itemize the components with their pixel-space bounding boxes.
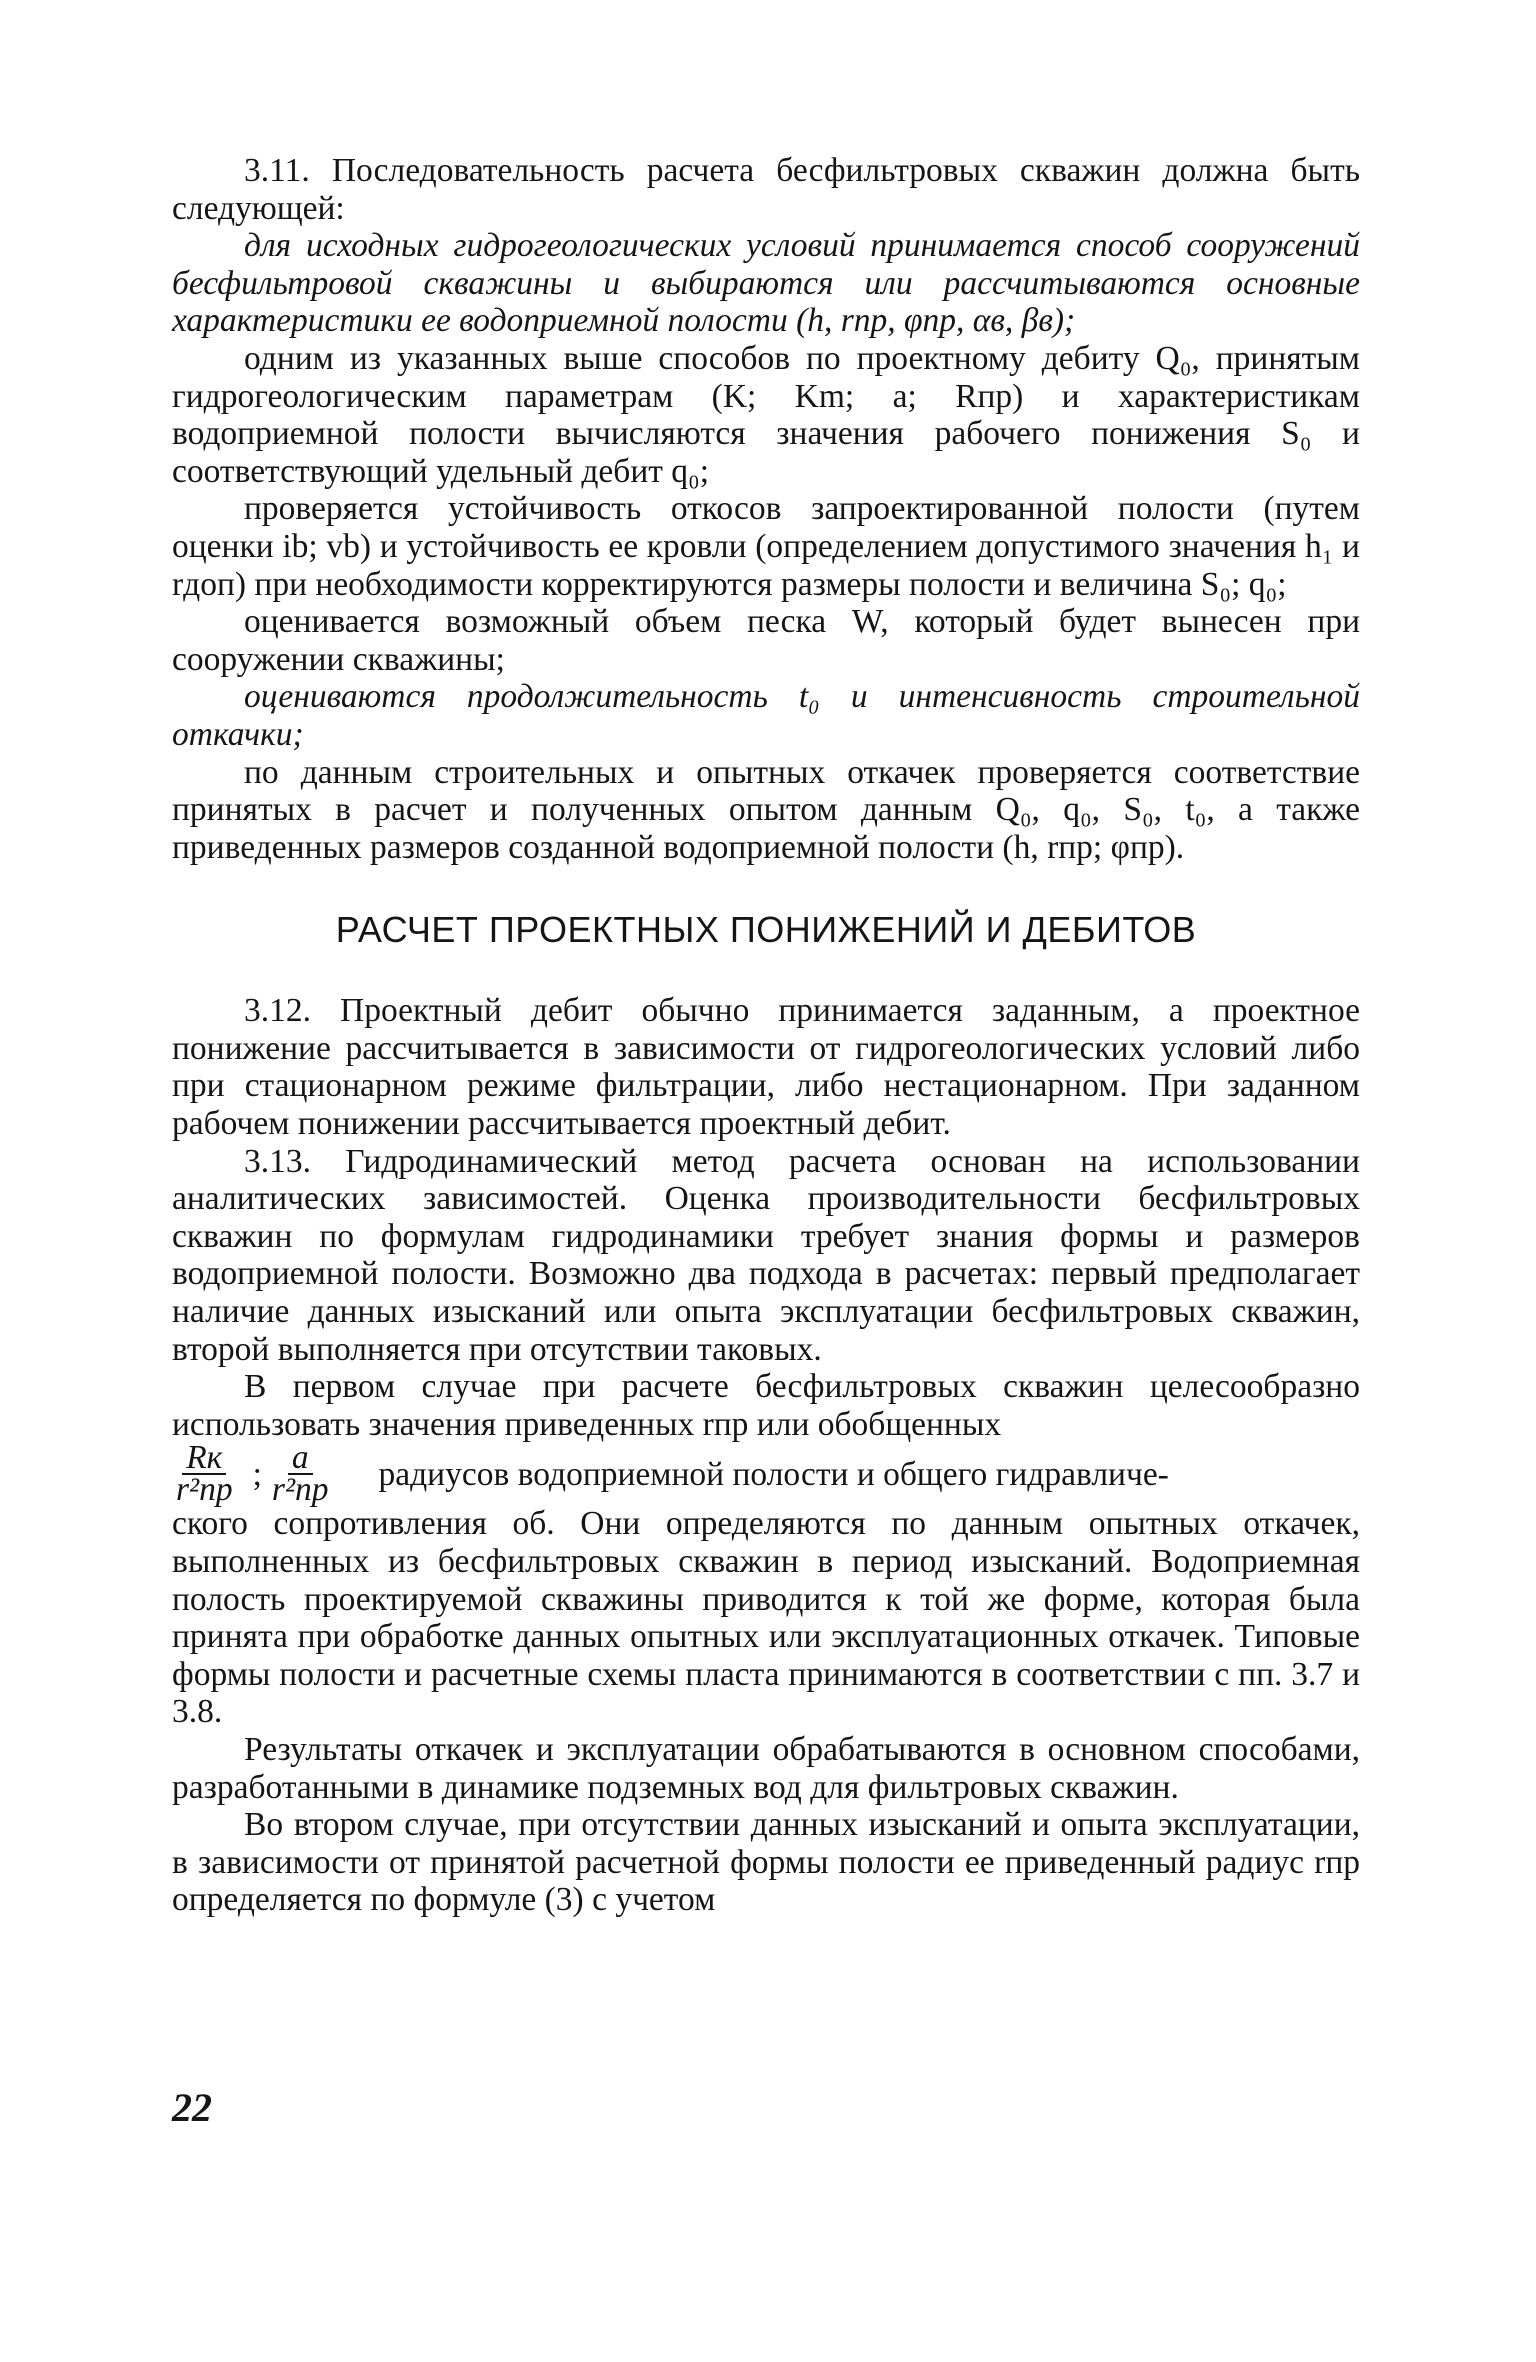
paragraph-step-2: одним из указанных выше способов по проектному дебиту Q₀, принятым гидрогеологическим параметрам (K; Km; a; Rпр) и характеристикам водоприемной полости вычисляются значения рабочего понижения S₀ и соответствующий удельный дебит q₀; — [172, 339, 1360, 490]
page-number: 22 — [172, 2085, 212, 2130]
paragraph-step-6: по данным строительных и опытных откачек проверяется соответствие принятых в расчет и полученных опытом данным Q₀, q₀, S₀, t₀, а также приведенных размеров созданной водоприемной полости (h, rпр; φпр). — [172, 753, 1360, 866]
fraction-rk-denominator: r²пр — [176, 1471, 233, 1509]
paragraph-3-12: 3.12. Проектный дебит обычно принимается заданным, а проектное понижение рассчитывается в зависимости от гидрогеологических условий либо при стационарном режиме фильтрации, либо нестационарном. При заданном рабочем понижении рассчитывается проектный дебит. — [172, 992, 1360, 1143]
formula-trailing-text: радиусов водоприемной полости и общего гидравличе- — [378, 1455, 1169, 1493]
section-heading: РАСЧЕТ ПРОЕКТНЫХ ПОНИЖЕНИЙ И ДЕБИТОВ — [335, 909, 1197, 951]
paragraph-3-13: 3.13. Гидродинамический метод расчета основан на использовании аналитических зависимостей. Оценка производительности бесфильтровых скважин по формулам гидродинамики требует знания формы и размеров водоприемной полости. Возможно два подхода в расчетах: первый предполагает наличие данных изысканий или опыта эксплуатации бесфильтровых скважин, второй выполняется при отсутствии таковых. — [172, 1142, 1360, 1368]
paragraph-step-4: оценивается возможный объем песка W, который будет вынесен при сооружении скважины; — [172, 603, 1360, 678]
paragraph-second-case: Во втором случае, при отсутствии данных изысканий и опыта эксплуатации, в зависимости от принятой расчетной формы полости ее приведенный радиус rпр определяется по формуле (3) с учетом — [172, 1806, 1360, 1919]
paragraph-continuation: ского сопротивления об. Они определяются по данным опытных откачек, выполненных из бесфильтровых скважин в период изысканий. Водоприемная полость проектируемой скважины приводится к той же форме, которая была принята при обработке данных опытных или эксплуатационных откачек. Типовые формы полости и расчетные схемы пласта принимаются в соответствии с пп. 3.7 и 3.8. — [172, 1505, 1360, 1731]
paragraph-step-1: для исходных гидрогеологических условий принимается способ сооружений бесфильтровой скважины и выбираются или рассчитываются основные характеристики ее водоприемной полости (h, rпр, φпр, αв, βв); — [172, 227, 1360, 340]
fraction-a — [268, 1439, 333, 1509]
paragraph-step-5: оцениваются продолжительность t₀ и интенсивность строительной откачки; — [172, 678, 1360, 753]
fraction-rk — [172, 1439, 237, 1509]
paragraph-3-11-intro: 3.11. Последовательность расчета бесфильтровых скважин должна быть следующей: — [172, 152, 1360, 227]
paragraph-first-case: В первом случае при расчете бесфильтровых скважин целесообразно использовать значения приведенных rпр или обобщенных — [172, 1368, 1360, 1443]
fraction-rk-numerator: Rк — [182, 1443, 226, 1475]
paragraph-step-3: проверяется устойчивость откосов запроектированной полости (путем оценки ib; vb) и устойчивость ее кровли (определением допустимого значения h₁ и rдоп) при необходимости корректируются размеры полости и величина S₀; q₀; — [172, 490, 1360, 603]
formula-line — [172, 1439, 1360, 1509]
paragraph-results: Результаты откачек и эксплуатации обрабатываются в основном способами, разработанными в динамике подземных вод для фильтровых скважин. — [172, 1730, 1360, 1806]
fraction-separator: ; — [252, 1455, 262, 1493]
fraction-a-denominator: r²пр — [271, 1471, 329, 1509]
fraction-a-numerator: a — [288, 1443, 313, 1475]
